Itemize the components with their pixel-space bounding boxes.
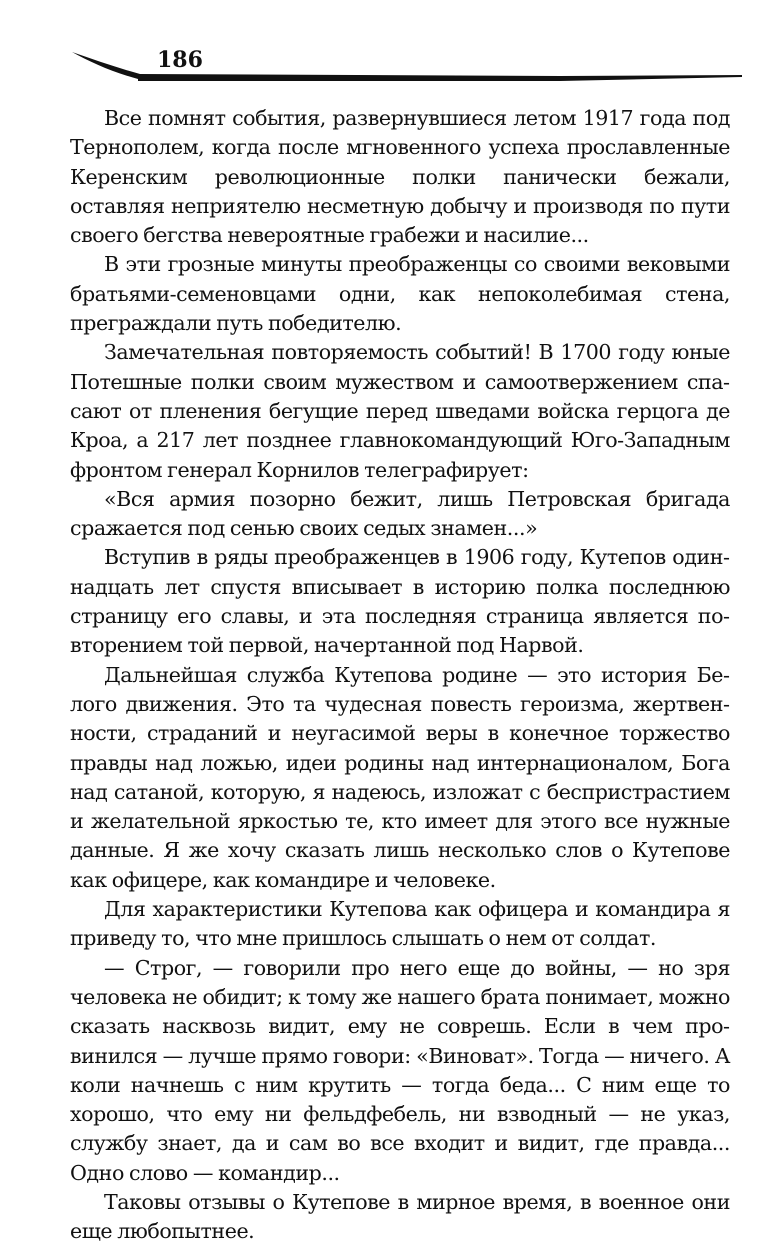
page-header	[0, 0, 782, 100]
body-text	[70, 104, 730, 1247]
paragraph: Вступив в ряды преображенцев в 1906 году, Кутепов одиннадцать лет спустя вписывает в историю полка последнюю страницу его славы, и эта последняя страница является повторением той первой, начертанной под Нарвой.	[70, 545, 730, 658]
page-number: 186	[157, 47, 203, 73]
paragraph: Таковы отзывы о Кутепове в мирное время, в военное они еще любопытнее.	[70, 1189, 730, 1244]
paragraph: Для характеристики Кутепова как офицера и командира я приведу то, что мне пришлось слышать о нем от солдат.	[70, 897, 730, 951]
paragraph: Замечательная повторяемость событий! В 1700 году юные Потешные полки своим мужеством и самоотвержением спасают от пленения бегущие перед шведами войска герцога де Кроа, а 217 лет позднее главнокомандующий Юго-Западным фронтом генерал Корнилов телеграфирует:	[70, 340, 730, 482]
paragraph: В эти грозные минуты преображенцы со своими вековыми братьями-семеновцами одни, как непоколебимая стена, преграждали путь победителю.	[70, 252, 730, 336]
paragraph: Все помнят события, развернувшиеся летом 1917 года под Тернополем, когда после мгновенного успеха прославленные Керенским революционные полки панически бежали, оставляя неприятелю несметную добычу и производя по пути своего бегства невероятные грабежи и насилие...	[70, 106, 730, 248]
paragraph-dialogue: — Строг, — говорили про него еще до войны, — но зря человека не обидит; к тому же нашего брата понимает, можно сказать насквозь видит, ему не соврешь. Если в чем провинился — лучше прямо говори: «Виноват». Тогда — ничего. А коли начнешь с ним крутить — тогда беда... С ним еще то хорошо, что ему ни фельдфебель, ни взводный — не указ, службу знает, да и сам во все входит и видит, где правда... Одно слово — командир...	[70, 955, 730, 1185]
header-rule-ornament	[0, 0, 782, 100]
paragraph-quote: «Вся армия позорно бежит, лишь Петровская бригада сражается под сенью своих седых знамен...»	[70, 486, 730, 541]
paragraph: Дальнейшая служба Кутепова родине — это история Белого движения. Это та чудесная повесть героизма, жертвенности, страданий и неугасимой веры в конечное торжество правды над ложью, идеи родины над интернационалом, Бога над сатаной, которую, я надеюсь, изложат с беспристрастием и желательной яркостью те, кто имеет для этого все нужные данные. Я же хочу сказать лишь несколько слов о Кутепове как офицере, как командире и человеке.	[70, 662, 730, 892]
